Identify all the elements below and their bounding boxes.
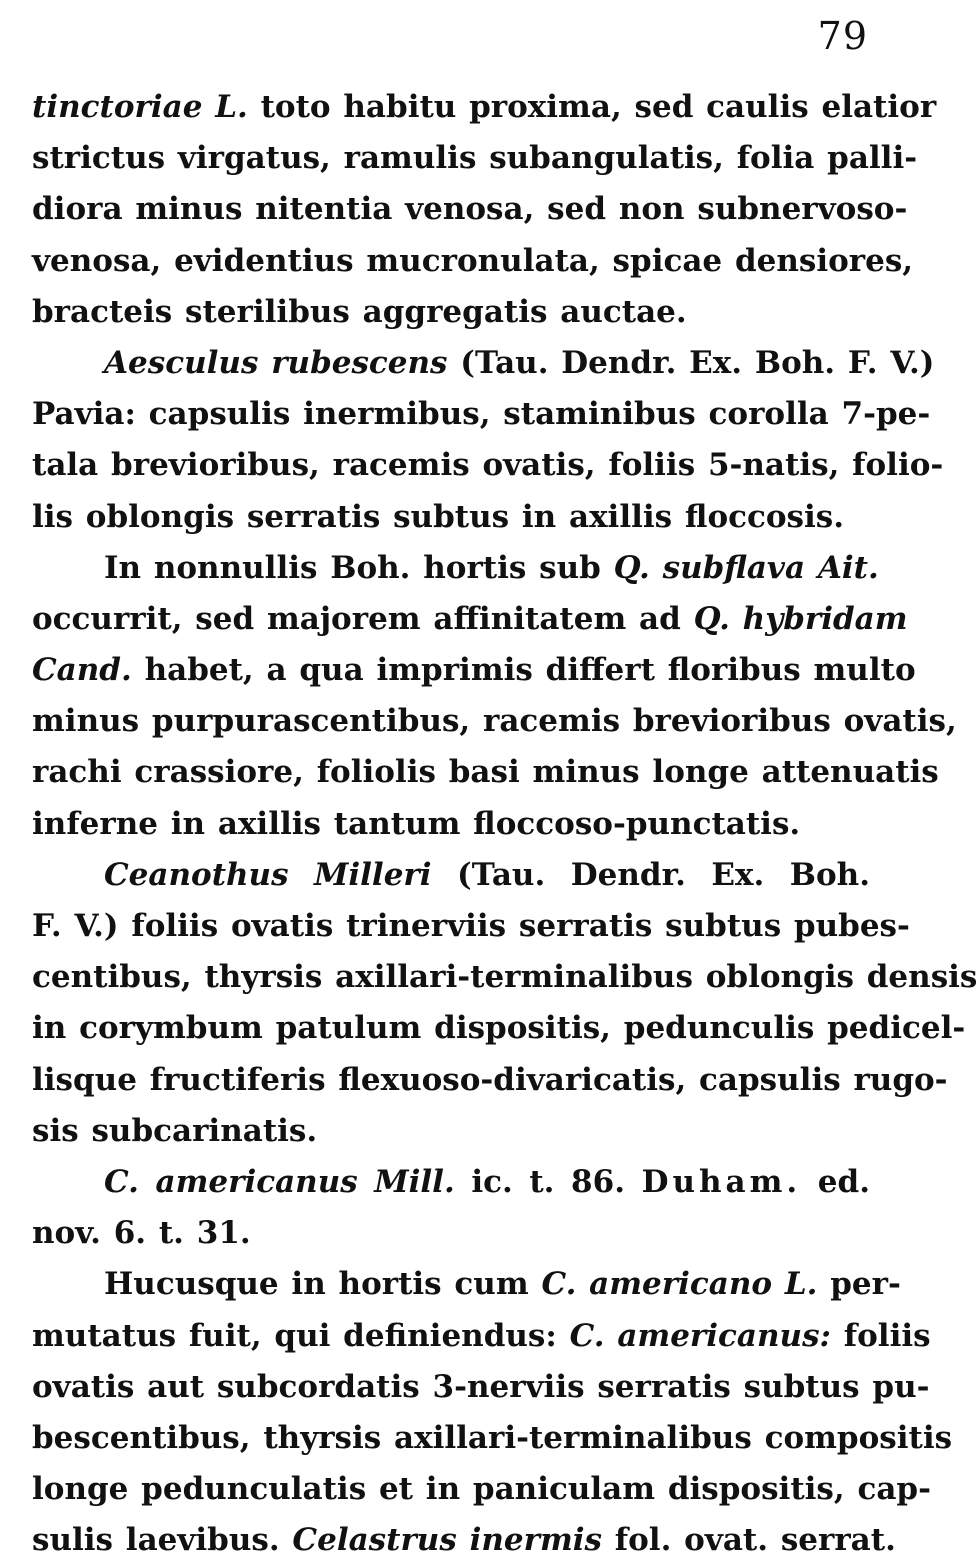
text-line	[32, 133, 918, 184]
text-span: minus purpurascentibus, racemis brevioribus ovatis,	[32, 703, 957, 740]
text-line	[32, 1208, 870, 1259]
page-number: 79	[817, 14, 868, 58]
text-span: venosa, evidentius mucronulata, spicae densiores,	[32, 242, 914, 279]
text-span: ed.	[801, 1163, 870, 1200]
text-span: ovatis aut subcordatis 3-nerviis serratis subtus pu-	[32, 1368, 930, 1405]
text-line	[32, 1106, 870, 1157]
text-span: bracteis sterilibus aggregatis auctae.	[32, 293, 687, 330]
text-line	[32, 1464, 931, 1515]
text-line	[32, 440, 944, 491]
text-line	[32, 1003, 966, 1054]
text-span: ic. t. 86.	[454, 1163, 642, 1200]
text-span: (Tau. Dendr. Ex. Boh.	[431, 856, 870, 893]
text-span: habet, a qua imprimis differt floribus multo	[131, 652, 916, 689]
text-line	[32, 236, 914, 287]
italic-span: C. americanus Mill.	[104, 1163, 455, 1200]
text-span: Hucusque in hortis cum	[104, 1266, 542, 1303]
text-span: sis subcarinatis.	[32, 1112, 318, 1149]
text-line	[32, 1413, 953, 1464]
text-span: centibus, thyrsis axillari-terminalibus oblongis densis	[32, 959, 977, 996]
text-line	[32, 1362, 930, 1413]
body-text	[32, 82, 977, 1566]
text-span: lisque fructiferis flexuoso-divaricatis, capsulis rugo-	[32, 1061, 948, 1098]
text-span: (Tau. Dendr. Ex. Boh. F. V.)	[447, 344, 935, 381]
italic-span: Celastrus inermis	[292, 1522, 602, 1559]
text-span: In nonnullis Boh. hortis sub	[104, 549, 614, 586]
text-span: in corymbum patulum dispositis, pedunculis pedicel-	[32, 1010, 966, 1047]
text-span: occurrit, sed majorem affinitatem ad	[32, 600, 694, 637]
text-line	[32, 645, 916, 696]
text-line	[32, 696, 957, 747]
text-span: fol. ovat. serrat.	[601, 1522, 896, 1559]
text-line	[32, 338, 935, 389]
text-line	[32, 799, 870, 850]
text-span: bescentibus, thyrsis axillari-terminalibus compositis	[32, 1419, 953, 1456]
text-span: F. V.) foliis ovatis trinerviis serratis subtus pubes-	[32, 908, 910, 944]
text-line	[32, 952, 977, 1003]
italic-span: C. americanus:	[569, 1317, 831, 1354]
text-line	[32, 1055, 948, 1106]
text-span: sulis laevibus.	[32, 1522, 293, 1559]
text-line	[32, 543, 879, 594]
text-span: inferne in axillis tantum floccoso-punctatis.	[32, 805, 801, 842]
text-span: per-	[817, 1266, 901, 1303]
text-line	[32, 594, 908, 645]
text-span: Pavia: capsulis inermibus, staminibus corolla 7-pe-	[32, 396, 931, 433]
text-line	[32, 1259, 901, 1310]
italic-span: Cand.	[32, 652, 132, 689]
text-line	[32, 850, 870, 901]
text-span: diora minus nitentia venosa, sed non subnervoso-	[32, 191, 908, 228]
text-span: tala brevioribus, racemis ovatis, foliis 5-natis, folio-	[32, 447, 944, 484]
italic-span: tinctoriae L.	[32, 89, 248, 125]
text-line	[32, 82, 937, 133]
text-line	[32, 389, 931, 440]
text-line	[32, 184, 908, 235]
text-span: foliis	[830, 1317, 931, 1354]
text-line	[32, 1157, 870, 1208]
italic-span: Aesculus rubescens	[104, 344, 448, 381]
text-span: Duham.	[641, 1163, 802, 1200]
text-span: longe pedunculatis et in paniculam dispositis, cap-	[32, 1471, 931, 1508]
text-span: lis oblongis serratis subtus in axillis floccosis.	[32, 498, 845, 535]
italic-span: C. americano L.	[541, 1266, 818, 1303]
text-span: strictus virgatus, ramulis subangulatis, folia palli-	[32, 140, 918, 177]
text-line	[32, 747, 939, 798]
text-line	[32, 1311, 931, 1362]
text-span: mutatus fuit, qui definiendus:	[32, 1317, 570, 1354]
italic-span: Q. hybridam	[693, 600, 908, 637]
text-line	[32, 901, 910, 952]
text-line	[32, 492, 870, 543]
text-span: rachi crassiore, foliolis basi minus longe attenuatis	[32, 754, 939, 791]
italic-span: Ceanothus Milleri	[104, 856, 432, 893]
text-line	[32, 1515, 896, 1566]
text-line	[32, 287, 870, 338]
text-span: toto habitu proxima, sed caulis elatior	[247, 89, 937, 125]
italic-span: Q. subflava Ait.	[613, 549, 879, 586]
text-span: nov. 6. t. 31.	[32, 1215, 251, 1252]
